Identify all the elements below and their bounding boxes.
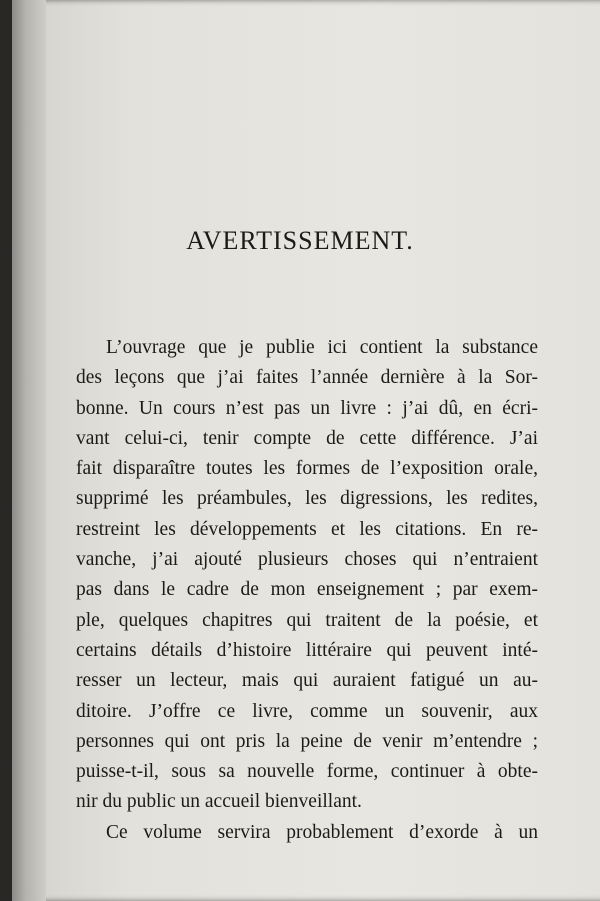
book-spine-shadow (12, 0, 46, 901)
text-line: vant celui-ci, tenir compte de cette différence. J’ai (76, 427, 538, 449)
text-line: supprimé les préambules, les digressions, les redites, (76, 488, 538, 510)
text-line: ditoire. J’offre ce livre, comme un souvenir, aux (76, 700, 538, 722)
text-line: pas dans le cadre de mon enseignement ; par exem- (76, 579, 538, 601)
text-line: des leçons que j’ai faites l’année dernière à la Sor- (76, 367, 538, 389)
text-line: bonne. Un cours n’est pas un livre : j’ai dû, en écri- (76, 397, 538, 419)
text-line: nir du public un accueil bienveillant. (76, 791, 362, 813)
text-line: Ce volume servira probablement d’exorde à un (106, 821, 538, 843)
text-line: fait disparaître toutes les formes de l’exposition orale, (76, 458, 538, 480)
text-line: restreint les développements et les citations. En re- (76, 518, 538, 540)
text-line: certains détails d’histoire littéraire qui peuvent inté- (76, 639, 538, 661)
text-line: resser un lecteur, mais qui auraient fatigué un au- (76, 670, 538, 692)
text-line: L’ouvrage que je publie ici contient la substance (106, 337, 538, 358)
text-line: personnes qui ont pris la peine de venir m’entendre ; (76, 730, 538, 752)
text-line: vanche, j’ai ajouté plusieurs choses qui n’entraient (76, 549, 538, 571)
text-line: puisse-t-il, sous sa nouvelle forme, continuer à obte- (76, 761, 538, 783)
page-heading: AVERTISSEMENT. (186, 226, 414, 255)
text-line: ple, quelques chapitres qui traitent de la poésie, et (76, 609, 538, 631)
body-text (76, 333, 538, 848)
